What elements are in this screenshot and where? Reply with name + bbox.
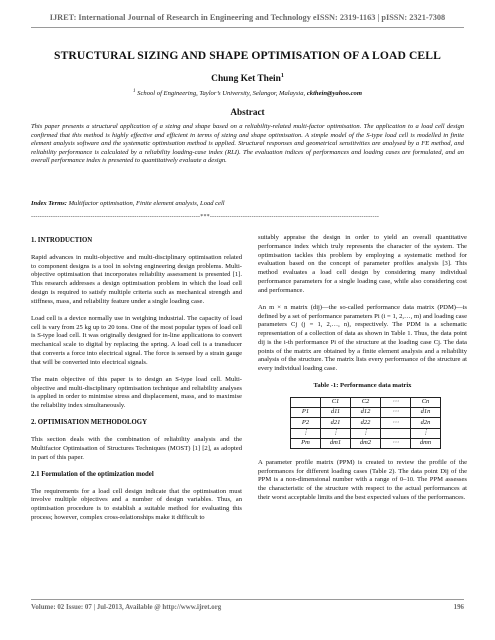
table-cell: Pm [291,438,321,448]
table-cell: d1n [411,408,441,418]
table-caption: Table -1: Performance data matrix [313,382,412,390]
header-rule [31,27,464,28]
table-cell: d12 [351,408,381,418]
table-cell [381,428,411,438]
paragraph: suitably appraise the design in order to yield an overall quantitative performance index which truly represents the character of the system. The optimisation tackles this problem by employing a systematic method for evaluation based on the concept of parameter profiles analysis [3]. This method evaluates a load cell design by considering many individual performance parameters for a single loading case, while also considering cost and performance. [258,234,467,294]
author-name: Chung Ket Thein$^1$ [211,73,284,85]
section-separator: -----------------------------------------------------------------------------***----------------------------------------------------------------------------- [31,214,380,220]
abstract-text: This paper presents a structural application of a sizing and shape based on a reliability-related multi-factor optimisation. The application to a load cell design confirmed that this method is highly effective and efficient in terms of sizing and shape optimisation. A simple model of the S-type load cell is modelled in finite element analysis software and the systematic optimisation method is applied. Structural responses and geometrical sensitivities are analysed by a FE method, and reliability performance is calculated by a reliability loading-case index (RLI). The evaluation indices of performances and loading cases are formulated, and an overall performance index is presented to quantitatively evaluate a design. [31,123,464,165]
table-cell: ⋯ [381,398,411,408]
table-cell: dm1 [321,438,351,448]
paragraph: An m × n matrix (dij)—the so-called performance data matrix (PDM)—is defined by a set of performance parameters Pi (i = 1, 2,…, m) and loading case parameters Cj (j = 1, 2,…, n), respectively. The PDM is a schematic representation of a collection of data as shown in Table 1. Thus, the data point dij is the i-th performance Pi of the structure at the loading case Cj. The data points of the matrix are obtained by a finite element analysis and a reliability analysis of the structure. The matrix lists every performance of the structure at every individual loading case. [258,303,467,372]
table-cell: Cn [411,398,441,408]
section-heading-methodology: 2. OPTIMISATION METHODOLOGY [31,419,147,427]
table-row [291,418,441,428]
table-cell: P2 [291,418,321,428]
abstract-heading: Abstract [230,107,265,117]
subsection-heading-formulation: 2.1 Formulation of the optimization model [31,470,154,478]
author-superscript: 1 [280,73,284,79]
affiliation: $^1$ School of Engineering, Taylor’s University, Selangor, Malaysia, ckthein@yahoo.com [133,89,362,98]
table-cell: d2n [411,418,441,428]
table-cell: ⋮ [411,428,441,438]
page-number: 196 [453,604,464,611]
paragraph: This section deals with the combination of reliability analysis and the Multifactor Optimisation of Structures Techniques (MOST) [1] [2], as adopted in part of this paper. [31,436,242,461]
paper-title: STRUCTURAL SIZING AND SHAPE OPTIMISATION OF A LOAD CELL [54,49,441,62]
index-terms-label: Index Terms: [31,200,67,207]
table-cell: d22 [351,418,381,428]
table-row [291,398,441,408]
table-cell: dmn [411,438,441,448]
table-cell: ⋯ [381,438,411,448]
table-cell: C1 [321,398,351,408]
index-terms [31,200,464,207]
paragraph: Rapid advances in multi-objective and multi-disciplinary optimisation related to component designs is a tool in solving engineering design problems. Multi-objective optimisation that incorporates reliability assessment is presented [1]. This research addresses a design optimisation problem in which the load cell design is required to satisfy multiple criteria such as mechanical strength and stiffness, mass, and reliability feature under a single loading case. [31,253,242,305]
footer-rule [31,599,464,600]
journal-header: IJRET: International Journal of Research in Engineering and Technology eISSN: 2319-1163 | pISSN: 2321-7308 [49,13,446,22]
table-cell: d21 [321,418,351,428]
paragraph: Load cell is a device normally use in weighing industrial. The capacity of load cell is vary from 25 kg up to 20 tons. One of the most popular types of load cell is S-type load cell. It was originally designed for in-line applications to convert mechanical scale to digital by replacing the spring. A load cell is a transducer that converts a force into electrical signal. The force is sensed by a strain gauge that will be converted into electrical signals. [31,314,242,366]
right-column [258,234,467,511]
table-cell: C2 [351,398,381,408]
table-cell: ⋯ [381,408,411,418]
table-cell: ⋮ [291,428,321,438]
paragraph: The main objective of this paper is to design an S-type load cell. Multi-objective and multi-disciplinary optimisation technique and reliability analyses is applied in order to minimise stress and displacement, mass, and to maximise the reliability index simultaneously. [31,375,242,409]
affiliation-superscript: 1 [133,89,136,94]
table-row [291,428,441,438]
table-cell: dm2 [351,438,381,448]
section-heading-introduction: 1. INTRODUCTION [31,237,93,244]
table-cell: P1 [291,408,321,418]
performance-data-matrix-table [290,397,441,449]
paragraph: A parameter profile matrix (PPM) is created to review the profile of the performances for different loading cases (Table 2). The data point Dij of the PPM is a non-dimensional number with a range of 0–10. The PPM assesses the characteristic of the structure with respect to the actual performances at their worst acceptable limits and the best expected values of the performances. [258,458,467,501]
table-cell: ⋮ [351,428,381,438]
left-column [31,237,242,531]
author-email: ckthein@yahoo.com [306,90,362,98]
table-row [291,408,441,418]
table-cell: ⋯ [381,418,411,428]
table-cell: ⋮ [321,428,351,438]
table-cell: d11 [321,408,351,418]
table-row [291,438,441,448]
index-terms-list: Multifactor optimisation, Finite element analysis, Load cell [66,200,225,207]
footer-volume-info: Volume: 02 Issue: 07 | Jul-2013, Available @ http://www.ijret.org [31,604,222,611]
paragraph: The requirements for a load cell design indicate that the optimisation must involve multiple objectives and a number of design variables. Thus, an optimisation procedure is to establish a suitable method for evaluating this process; however, complex cross-relationships make it difficult to [31,487,242,521]
table-cell [291,398,321,408]
